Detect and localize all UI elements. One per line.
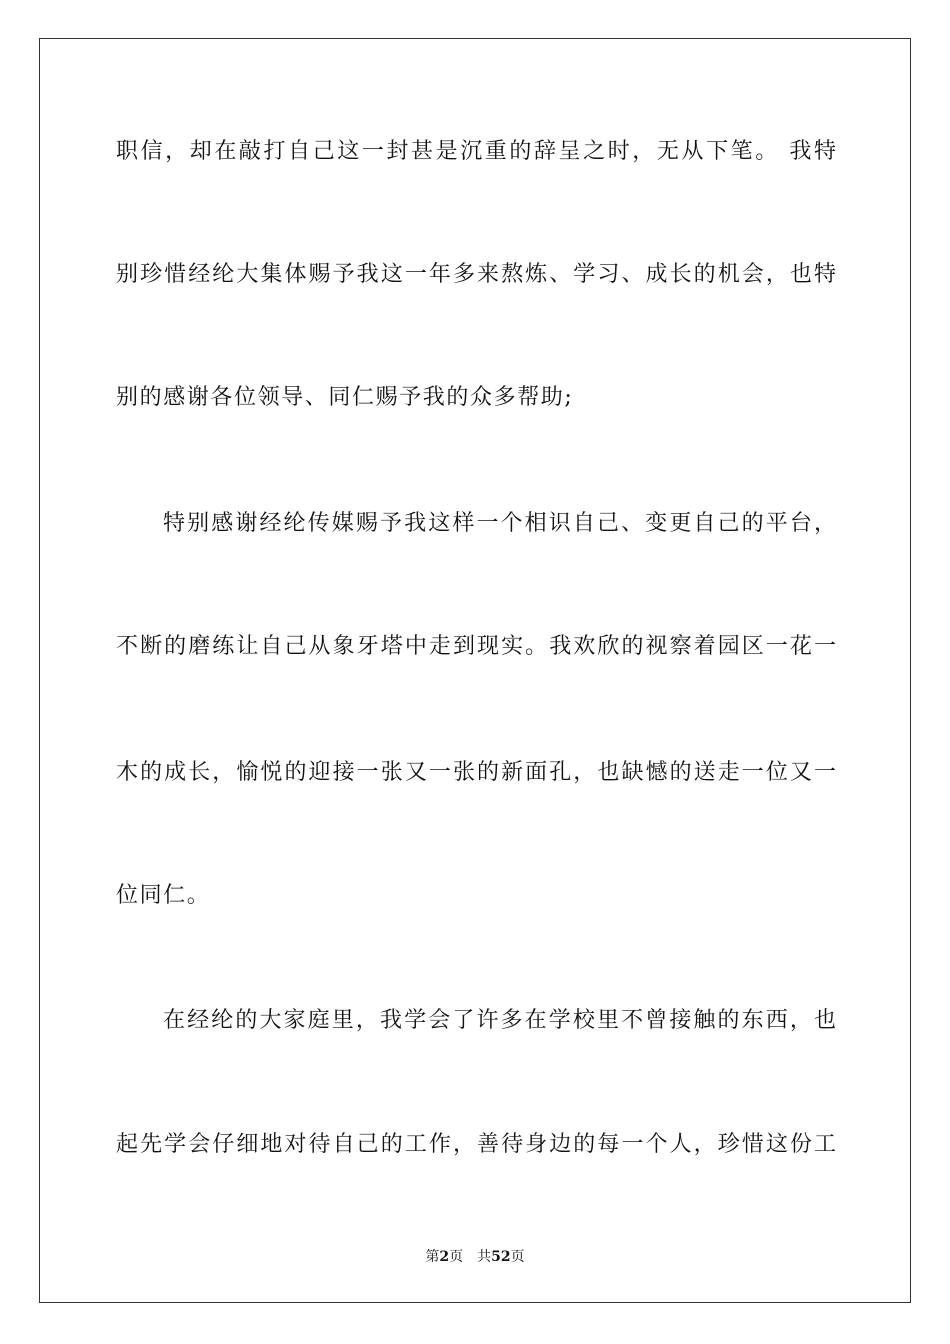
paragraph-line: 位同仁。 <box>116 883 211 908</box>
paragraph-line: 起先学会仔细地对待自己的工作，善待身边的每一个人，珍惜这份工 <box>116 1132 836 1157</box>
paragraph-line: 特别感谢经纶传媒赐予我这样一个相识自己、变更自己的平台， <box>163 511 836 536</box>
page-number: 2 <box>439 1249 450 1265</box>
total-pages: 52 <box>491 1249 511 1265</box>
page-footer <box>0 1248 950 1266</box>
page-border <box>39 38 911 1303</box>
total-suffix: 页 <box>510 1249 525 1265</box>
paragraph-line: 木的成长，愉悦的迎接一张又一张的新面孔，也缺憾的送走一位又一 <box>116 760 836 785</box>
page-prefix: 第 <box>425 1249 440 1265</box>
paragraph-line: 职信，却在敲打自己这一封甚是沉重的辞呈之时，无从下笔。 我特 <box>116 139 836 164</box>
paragraph-line: 别珍惜经纶大集体赐予我这一年多来熬炼、学习、成长的机会，也特 <box>116 262 836 287</box>
page-suffix: 页 <box>449 1249 464 1265</box>
total-prefix: 共 <box>477 1249 492 1265</box>
paragraph-line: 不断的磨练让自己从象牙塔中走到现实。我欢欣的视察着园区一花一 <box>116 634 836 659</box>
paragraph-line: 在经纶的大家庭里，我学会了许多在学校里不曾接触的东西，也 <box>163 1008 836 1033</box>
paragraph-line: 别的感谢各位领导、同仁赐予我的众多帮助; <box>116 385 574 410</box>
